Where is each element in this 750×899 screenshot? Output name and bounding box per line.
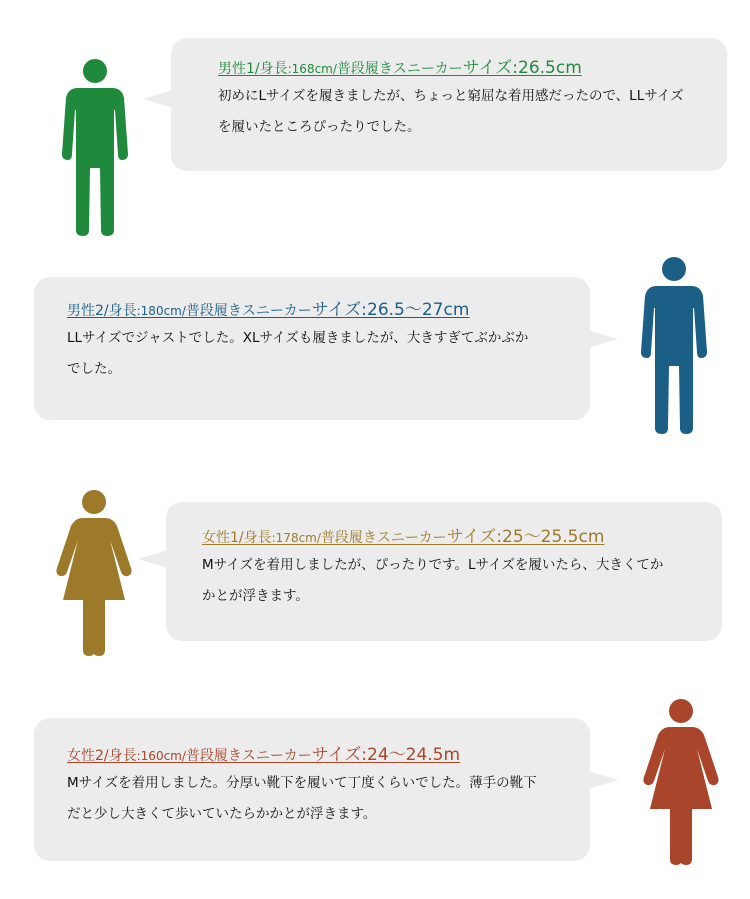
- testimonial-bubble-4: [34, 718, 590, 861]
- testimonial-heading: 女性1/身長:178cm/普段履きスニーカーサイズ:25〜25.5cm: [202, 527, 605, 547]
- female-person-icon: [55, 488, 133, 656]
- testimonial-bubble-2: [34, 277, 590, 420]
- testimonial-bubble-1: [171, 38, 727, 171]
- male-person-icon: [639, 256, 709, 434]
- testimonial-comment: Mサイズを着用しました。分厚い靴下を履いて丁度くらいでした。薄手の靴下だと少し大きくて歩いていたらかかとが浮きます。: [67, 775, 537, 822]
- testimonial-bubble-3: [166, 502, 722, 641]
- testimonial-heading: 男性2/身長:180cm/普段履きスニーカーサイズ:26.5〜27cm: [67, 300, 470, 320]
- testimonial-comment: 初めにLサイズを履きましたが、ちょっと窮屈な着用感だったので、LLサイズを履いたところぴったりでした。: [218, 88, 684, 135]
- testimonial-comment: Mサイズを着用しましたが、ぴったりです。Lサイズを履いたら、大きくてかかとが浮きます。: [202, 557, 664, 604]
- female-person-icon: [642, 697, 720, 865]
- testimonial-heading: 男性1/身長:168cm/普段履きスニーカーサイズ:26.5cm: [218, 58, 582, 78]
- testimonial-heading: 女性2/身長:160cm/普段履きスニーカーサイズ:24〜24.5m: [67, 745, 461, 765]
- testimonial-comment: LLサイズでジャストでした。XLサイズも履きましたが、大きすぎてぶかぶかでした。: [67, 330, 529, 377]
- male-person-icon: [60, 58, 130, 236]
